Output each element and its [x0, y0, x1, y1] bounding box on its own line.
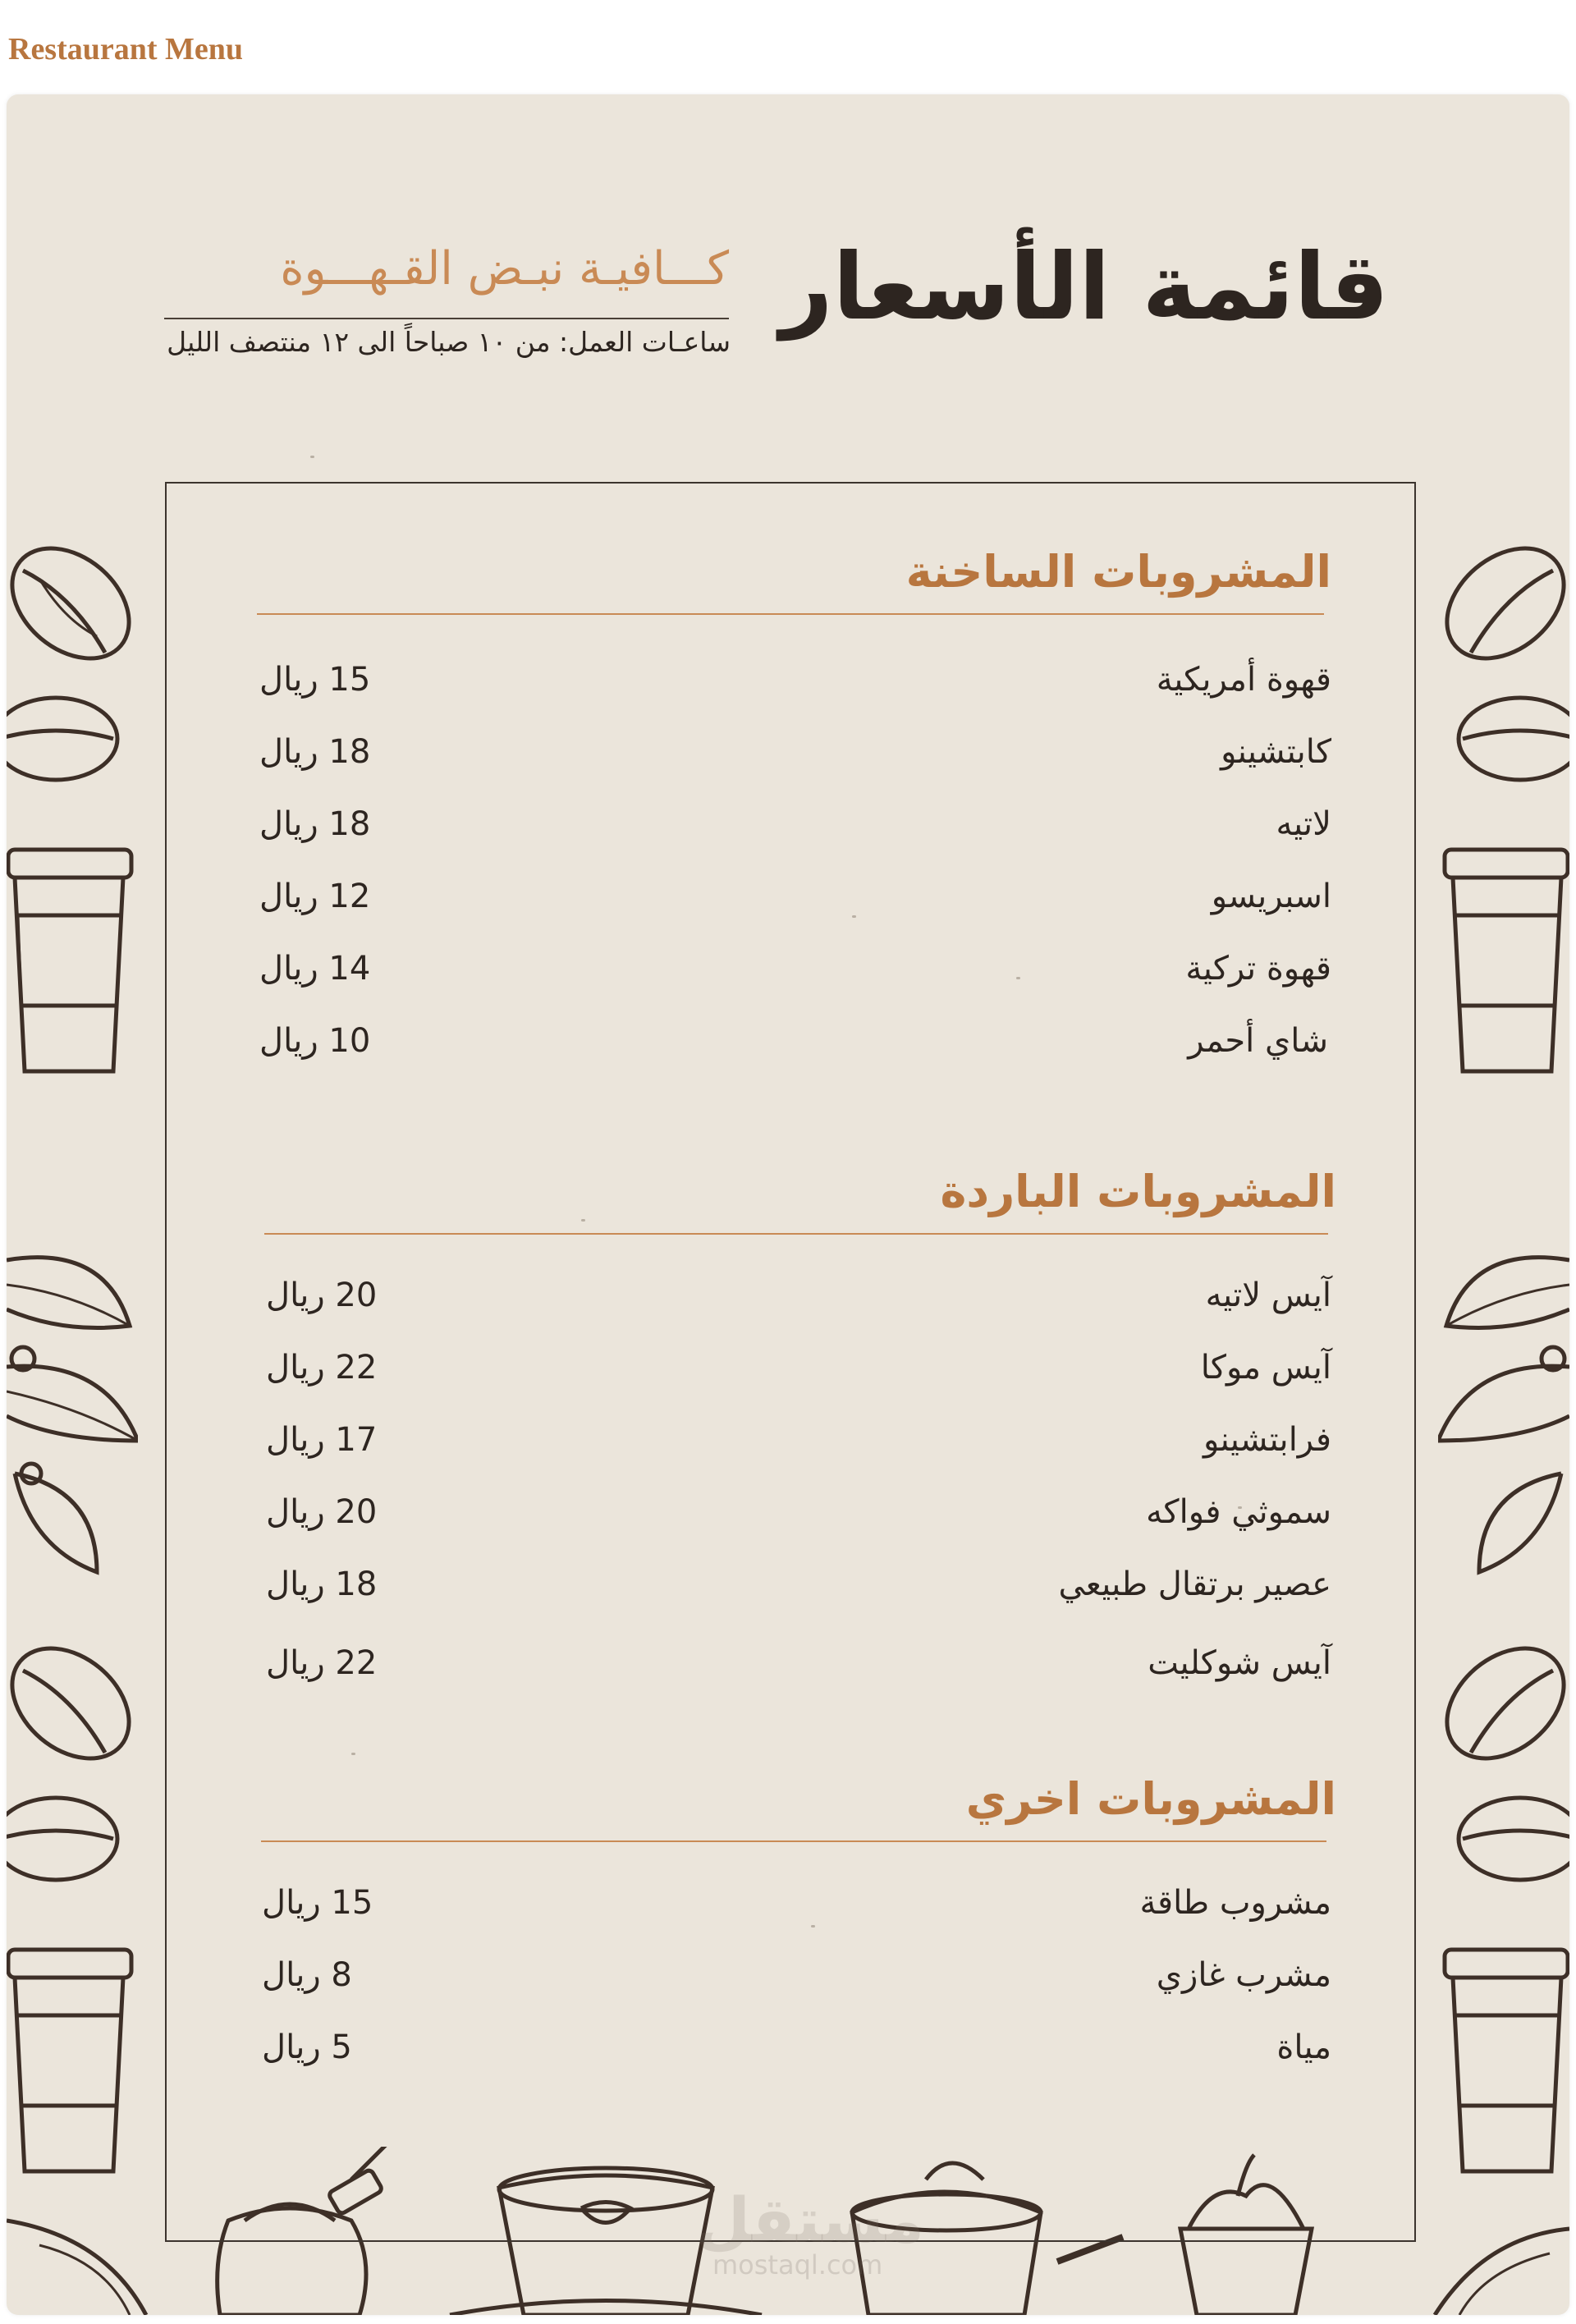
menu-title: قائمة الأسعار	[780, 234, 1389, 341]
menu-item-price: 10 ريال	[259, 1022, 371, 1060]
menu-item-name: قهوة تركية	[1185, 950, 1331, 988]
opening-hours: ساعـات العمل: من ١٠ صباحاً الى ١٢ منتصف الليل	[167, 326, 731, 358]
menu-item-name: مشرب غازي	[1156, 1956, 1331, 1994]
coffee-bean-icon	[1438, 526, 1569, 681]
section-divider	[264, 1233, 1328, 1235]
section-title-cold-drinks: المشروبات الباردة	[940, 1166, 1336, 1217]
menu-item-name: آيس لاتيه	[1205, 1277, 1331, 1314]
menu-item-price: 22 ريال	[266, 1644, 378, 1682]
menu-item-name: كابتشينو	[1221, 733, 1331, 771]
menu-item-name: مشروب طاقة	[1139, 1884, 1331, 1922]
right-coffee-illustrations	[1438, 505, 1569, 2229]
menu-item-name: مياة	[1276, 2028, 1331, 2066]
coffee-leaves-icon	[7, 2221, 146, 2315]
section-title-other-drinks: المشروبات اخري	[965, 1773, 1336, 1825]
menu-item-price: 15 ريال	[262, 1884, 373, 1922]
coffee-cup-icon	[1445, 1950, 1568, 2171]
menu-item-price: 8 ريال	[262, 1956, 352, 1994]
menu-item-price: 15 ريال	[259, 661, 371, 699]
section-title-hot-drinks: المشروبات الساخنة	[905, 546, 1331, 598]
menu-item-price: 12 ريال	[259, 878, 371, 915]
page-title: Restaurant Menu	[8, 32, 244, 66]
menu-item-price: 17 ريال	[266, 1421, 378, 1459]
cafe-name-divider	[164, 318, 729, 319]
coffee-cup-icon	[8, 850, 131, 1071]
menu-item-name: آيس موكا	[1200, 1349, 1331, 1387]
menu-item-price: 20 ريال	[266, 1493, 378, 1531]
section-divider	[261, 1840, 1326, 1842]
coffee-cup-icon	[1445, 850, 1568, 1071]
menu-item-price: 14 ريال	[259, 950, 371, 988]
menu-card	[7, 94, 1569, 2315]
coffee-bean-icon	[7, 1798, 117, 1880]
watermark-url: mostaql.com	[712, 2249, 883, 2280]
menu-item-name: اسبريسو	[1211, 878, 1331, 915]
menu-item-price: 18 ريال	[259, 733, 371, 771]
coffee-bean-icon	[7, 1626, 138, 1781]
menu-item-name: قهوة أمريكية	[1156, 661, 1331, 699]
menu-item-price: 22 ريال	[266, 1349, 378, 1387]
menu-item-name: آيس شوكليت	[1148, 1644, 1331, 1682]
coffee-bean-icon	[7, 526, 138, 681]
coffee-leaves-icon	[1438, 1258, 1569, 1572]
menu-item-name: شاي أحمر	[1188, 1022, 1328, 1060]
coffee-leaves-icon	[7, 1258, 138, 1572]
menu-item-price: 5 ريال	[262, 2028, 352, 2066]
coffee-leaves-icon	[1435, 2229, 1569, 2315]
coffee-bean-icon	[1438, 1626, 1569, 1781]
menu-item-price: 20 ريال	[266, 1277, 378, 1314]
menu-item-price: 18 ريال	[259, 805, 371, 843]
menu-item-name: لاتيه	[1276, 805, 1331, 843]
menu-item-price: 18 ريال	[266, 1565, 378, 1603]
menu-item-name: سموثي فواكه	[1146, 1493, 1331, 1531]
menu-item-name: عصير برتقال طبيعي	[1058, 1565, 1331, 1603]
section-divider	[257, 613, 1324, 615]
watermark-logo: مستقل	[696, 2184, 924, 2257]
cafe-name: كـــافيـة نبـض القـهـــوة	[280, 242, 729, 296]
coffee-cup-icon	[8, 1950, 131, 2171]
coffee-bean-icon	[1459, 1798, 1569, 1880]
coffee-bean-icon	[1459, 698, 1569, 780]
menu-item-name: فرابتشينو	[1203, 1421, 1331, 1459]
left-coffee-illustrations	[7, 505, 138, 2229]
coffee-bean-icon	[7, 698, 117, 780]
